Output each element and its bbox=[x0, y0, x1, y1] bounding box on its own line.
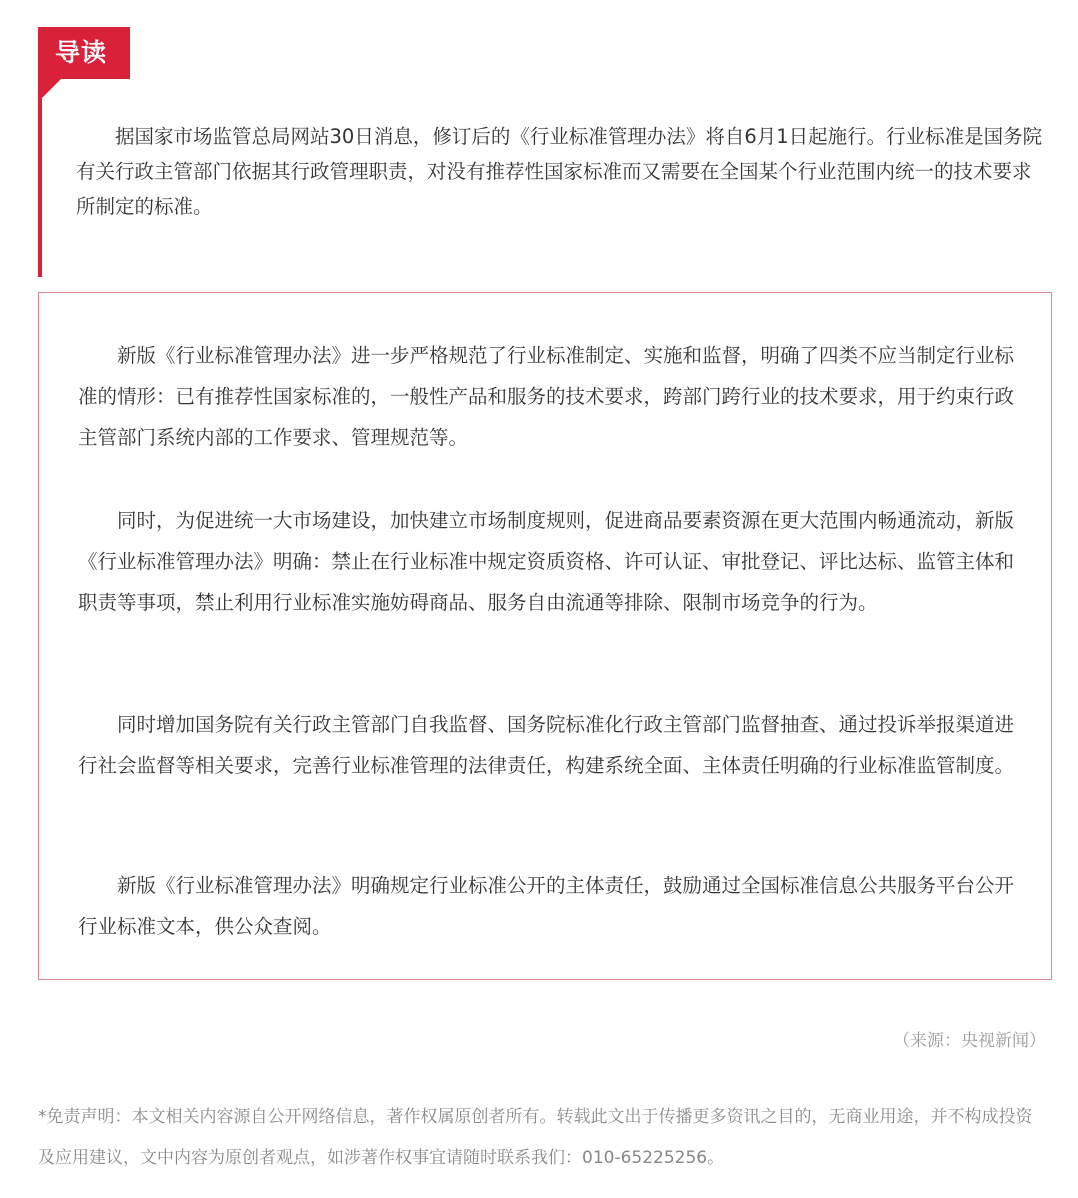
article-paragraph-3: 同时增加国务院有关行政主管部门自我监督、国务院标准化行政主管部门监督抽查、通过投诉举报渠道进行社会监督等相关要求，完善行业标准管理的法律责任，构建系统全面、主体责任明确的行业标准监管制度。 bbox=[78, 713, 1015, 777]
disclaimer: *免责声明：本文相关内容源自公开网络信息，著作权属原创者所有。转载此文出于传播更多资讯之目的，无商业用途，并不构成投资及应用建议，文中内容为原创者观点，如涉著作权事宜请随时联系我们：010-65225256。 bbox=[38, 1107, 1033, 1168]
article-content-box bbox=[38, 292, 1052, 980]
guide-block bbox=[38, 27, 1048, 277]
article-paragraph-1: 新版《行业标准管理办法》进一步严格规范了行业标准制定、实施和监督，明确了四类不应当制定行业标准的情形：已有推荐性国家标准的，一般性产品和服务的技术要求，跨部门跨行业的技术要求，用于约束行政主管部门系统内部的工作要求、管理规范等。 bbox=[78, 344, 1015, 449]
guide-text: 据国家市场监管总局网站30日消息，修订后的《行业标准管理办法》将自6月1日起施行。行业标准是国务院有关行政主管部门依据其行政管理职责，对没有推荐性国家标准而又需要在全国某个行业范围内统一的技术要求所制定的标准。 bbox=[76, 125, 1043, 218]
guide-tag: 导读 bbox=[38, 27, 130, 79]
guide-tag-notch bbox=[42, 79, 61, 98]
source-note: （来源：央视新闻） bbox=[893, 1031, 1046, 1051]
article-paragraph-2: 同时，为促进统一大市场建设，加快建立市场制度规则，促进商品要素资源在更大范围内畅通流动，新版《行业标准管理办法》明确：禁止在行业标准中规定资质资格、许可认证、审批登记、评比达标、监管主体和职责等事项，禁止利用行业标准实施妨碍商品、服务自由流通等排除、限制市场竞争的行为。 bbox=[78, 509, 1015, 614]
article-paragraph-4: 新版《行业标准管理办法》明确规定行业标准公开的主体责任，鼓励通过全国标准信息公共服务平台公开行业标准文本，供公众查阅。 bbox=[78, 874, 1015, 938]
